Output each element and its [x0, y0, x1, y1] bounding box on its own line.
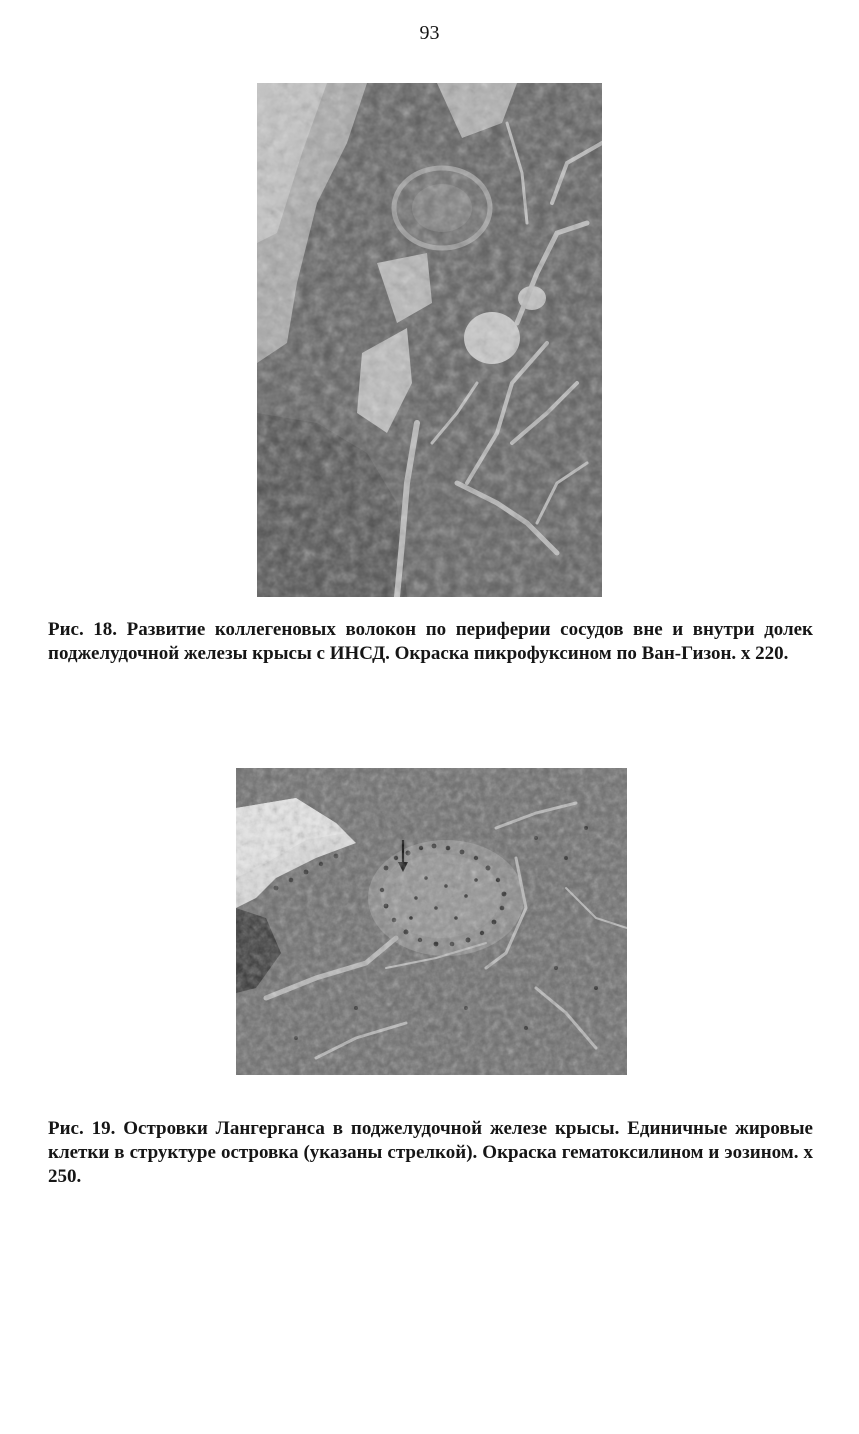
figure-19-micrograph	[236, 768, 627, 1075]
figure-19-caption: Рис. 19. Островки Лангерганса в поджелудочной железе крысы. Единичные жировые клетки в структуре островка (указаны стрелкой). Окраска гематоксилином и эозином. х 250.	[48, 1118, 813, 1187]
figure-18-micrograph	[257, 83, 602, 597]
page-number: 93	[419, 22, 440, 44]
figure-18-caption: Рис. 18. Развитие коллегеновых волокон по периферии сосудов вне и внутри долек поджелудочной железы крысы с ИНСД. Окраска пикрофуксином по Ван-Гизон. х 220.	[48, 619, 813, 664]
